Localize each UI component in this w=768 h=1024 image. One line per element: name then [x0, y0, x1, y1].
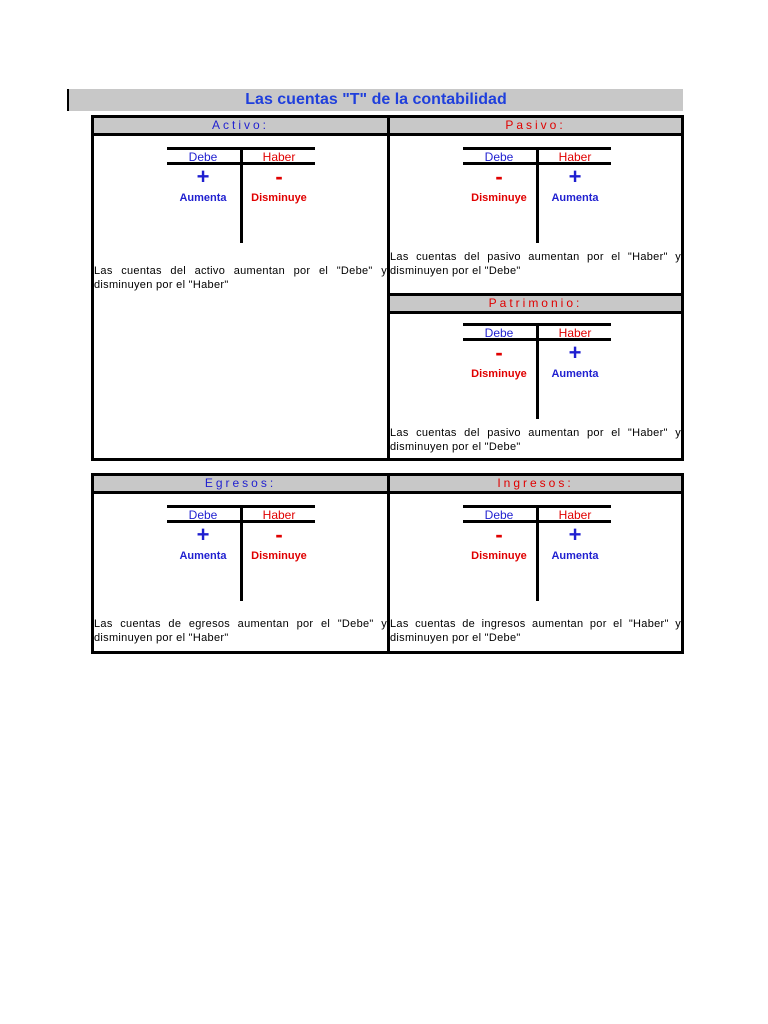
plus-sign: + [196, 522, 210, 547]
haber-label: Haber [558, 508, 592, 522]
activo-header: Activo: [94, 118, 387, 133]
plus-sign: + [568, 522, 582, 547]
activo-description: Las cuentas del activo aumentan por el "Debe" y disminuyen por el "Haber" [94, 265, 387, 291]
pasivo-t-account [463, 147, 611, 243]
haber-label: Haber [558, 150, 592, 164]
patrimonio-description: Las cuentas del pasivo aumentan por el "Haber" y disminuyen por el "Debe" [390, 427, 681, 453]
ingresos-header-line [390, 491, 681, 494]
debe-label: Debe [484, 150, 514, 164]
disminuye-label: Disminuye [251, 192, 307, 204]
panel-divider [387, 118, 390, 458]
patrimonio-t-account [463, 323, 611, 419]
aumenta-label: Aumenta [179, 192, 227, 204]
disminuye-label: Disminuye [471, 550, 527, 562]
plus-sign: + [568, 164, 582, 189]
results-accounts-panel [91, 473, 684, 654]
disminuye-label: Disminuye [251, 550, 307, 562]
ingresos-description: Las cuentas de ingresos aumentan por el "Haber" y disminuyen por el "Debe" [390, 618, 681, 644]
haber-label: Haber [558, 326, 592, 340]
patrimonio-header: Patrimonio: [390, 296, 681, 311]
aumenta-label: Aumenta [551, 192, 599, 204]
debe-label: Debe [188, 508, 218, 522]
aumenta-label: Aumenta [551, 550, 599, 562]
aumenta-label: Aumenta [551, 368, 599, 380]
debe-label: Debe [484, 508, 514, 522]
balance-accounts-panel [91, 115, 684, 461]
aumenta-label: Aumenta [179, 550, 227, 562]
egresos-header: Egresos: [94, 476, 387, 491]
plus-sign: + [568, 340, 582, 365]
debe-label: Debe [188, 150, 218, 164]
egresos-t-account [167, 505, 315, 601]
pasivo-header: Pasivo: [390, 118, 681, 133]
egresos-header-line [94, 491, 387, 494]
pasivo-header-line [390, 133, 681, 136]
minus-sign: - [275, 522, 283, 547]
haber-label: Haber [262, 150, 296, 164]
haber-label: Haber [262, 508, 296, 522]
minus-sign: - [495, 164, 503, 189]
activo-header-line [94, 133, 387, 136]
patrimonio-header-line [390, 311, 681, 314]
ingresos-t-account [463, 505, 611, 601]
page-title-bar [67, 89, 683, 111]
disminuye-label: Disminuye [471, 192, 527, 204]
activo-t-account [167, 147, 315, 243]
debe-label: Debe [484, 326, 514, 340]
minus-sign: - [495, 522, 503, 547]
minus-sign: - [275, 164, 283, 189]
minus-sign: - [495, 340, 503, 365]
page-title: Las cuentas "T" de la contabilidad [245, 91, 507, 108]
ingresos-header: Ingresos: [390, 476, 681, 491]
egresos-description: Las cuentas de egresos aumentan por el "Debe" y disminuyen por el "Haber" [94, 618, 387, 644]
pasivo-description: Las cuentas del pasivo aumentan por el "Haber" y disminuyen por el "Debe" [390, 251, 681, 277]
disminuye-label: Disminuye [471, 368, 527, 380]
plus-sign: + [196, 164, 210, 189]
